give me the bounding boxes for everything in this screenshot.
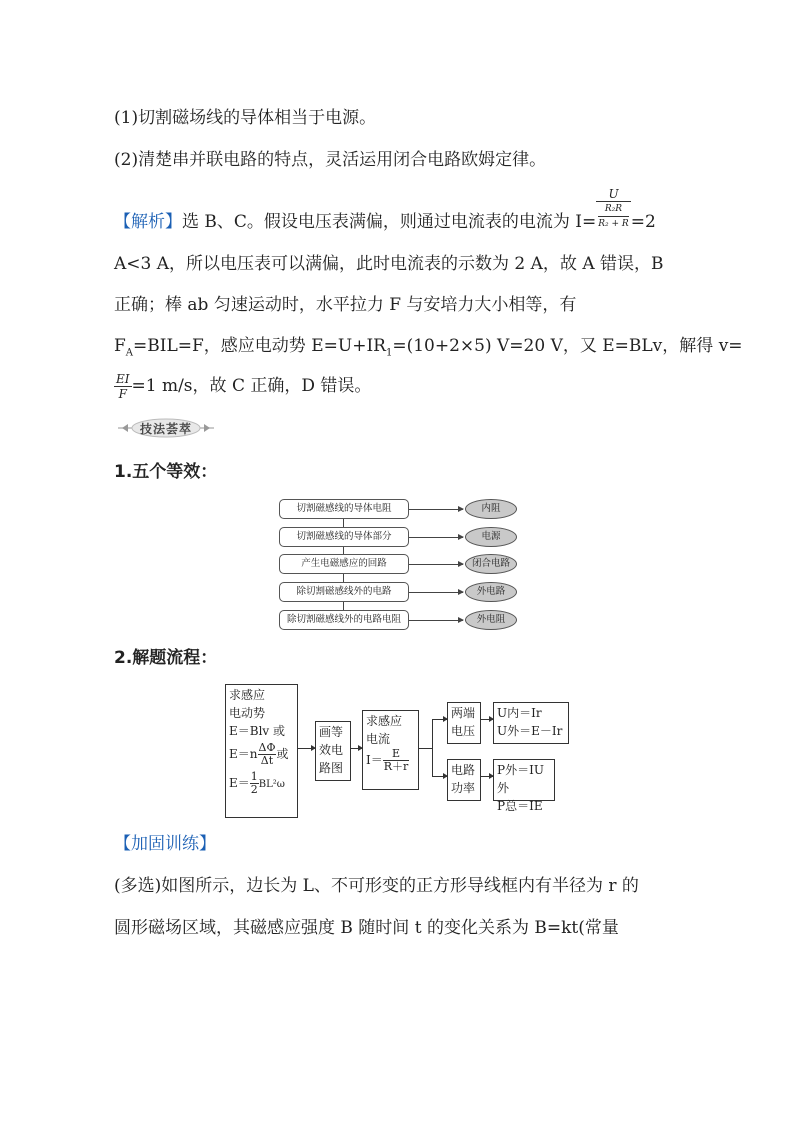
- voltage-box: [447, 702, 481, 744]
- emf-title-1: 求感应: [229, 688, 266, 702]
- connector: [343, 547, 344, 554]
- training-line-1: (多选)如图所示，边长为 L、不可形变的正方形导线框内有半径为 r 的: [114, 876, 639, 896]
- current-box: [362, 710, 419, 790]
- training-tag: 【加固训练】: [114, 834, 216, 854]
- connector: [419, 748, 433, 749]
- equiv-oval-1: 内阻: [465, 499, 517, 519]
- emf-f2-frac: [258, 742, 277, 767]
- cur-den: R＋r: [383, 760, 409, 773]
- vel-den: F: [118, 387, 127, 401]
- current-formula: [366, 748, 415, 773]
- p-outer: P外＝IU外: [497, 763, 544, 795]
- arrow: [409, 620, 463, 621]
- connector: [343, 574, 344, 582]
- voltage-formulas-box: [493, 702, 569, 744]
- emf-f3-pre: E＝: [229, 776, 250, 790]
- velocity-fraction: [114, 372, 132, 401]
- power-formulas-box: [493, 759, 555, 813]
- power-title-2: 功率: [451, 781, 476, 795]
- arrow: [409, 564, 463, 565]
- analysis-text-5b: =1 m/s，故 C 正确，D 错误。: [131, 376, 372, 396]
- technique-badge: [116, 418, 216, 438]
- arrow: [432, 776, 447, 777]
- section-2-title: 2.解题流程：: [114, 648, 218, 668]
- arrow: [432, 719, 447, 720]
- analysis-line-5: [114, 372, 371, 401]
- solution-flow-diagram: [225, 684, 575, 820]
- emf-f2-pre: E＝n: [229, 747, 258, 761]
- cur-num: E: [383, 748, 410, 761]
- vel-num: EI: [116, 372, 130, 386]
- analysis-line-4: [114, 334, 743, 365]
- voltage-title-1: 两端: [451, 706, 476, 720]
- arrow: [409, 592, 463, 593]
- connector: [343, 519, 344, 527]
- r1-sub: 1: [385, 347, 393, 359]
- draw-line-2: 效电: [319, 743, 344, 757]
- arrow: [481, 776, 493, 777]
- analysis-line-2: A<3 A，所以电压表可以满偏，此时电流表的示数为 2 A，故 A 错误，B: [114, 254, 664, 274]
- frac-den: [596, 202, 630, 231]
- frac-den-top: R₂R: [598, 202, 628, 217]
- emf-f2-post: 或: [276, 747, 289, 761]
- analysis-text-4b: =BIL=F，感应电动势 E=U+IR: [133, 336, 386, 356]
- equiv-oval-2: 电源: [465, 527, 517, 547]
- connector: [432, 719, 433, 776]
- equiv-box-2: 切割磁感线的导体部分: [279, 527, 409, 547]
- current-fraction: [596, 187, 630, 231]
- equiv-box-5: 除切割磁感线外的电路电阻: [279, 610, 409, 630]
- voltage-title-2: 电压: [451, 724, 476, 738]
- equiv-box-1: 切割磁感线的导体电阻: [279, 499, 409, 519]
- fa-sub: A: [125, 347, 134, 359]
- arrow: [298, 748, 315, 749]
- emf-f3-post: BL²ω: [258, 779, 285, 790]
- emf-box: [225, 684, 298, 818]
- power-box: [447, 759, 481, 801]
- emf-formula-1: E＝Blv 或: [229, 724, 286, 738]
- emf-f2-num: ΔΦ: [258, 741, 276, 754]
- arrow: [409, 537, 463, 538]
- u-inner: U内＝Ir: [497, 706, 542, 720]
- frac-den-bot: R₂ + R: [598, 218, 629, 229]
- current-title-1: 求感应: [366, 714, 403, 728]
- emf-formula-2: [229, 742, 294, 767]
- emf-title-2: 电动势: [229, 706, 266, 720]
- badge-text: 技法荟萃: [139, 422, 192, 436]
- fa-symbol: F: [114, 336, 126, 356]
- emf-f2-den: Δt: [260, 754, 274, 767]
- connector: [343, 602, 344, 610]
- draw-line-1: 画等: [319, 725, 344, 739]
- equiv-oval-3: 闭合电路: [465, 554, 517, 574]
- equiv-oval-5: 外电阻: [465, 610, 517, 630]
- draw-line-3: 路图: [319, 761, 344, 775]
- draw-box: [315, 721, 351, 781]
- emf-formula-3: [229, 771, 294, 796]
- equiv-box-3: 产生电磁感应的回路: [279, 554, 409, 574]
- u-outer: U外＝E－Ir: [497, 724, 563, 738]
- cur-pre: I＝: [366, 753, 383, 767]
- analysis-text-4c: =(10+2×5) V=20 V，又 E=BLv，解得 v=: [392, 336, 743, 356]
- training-line-2: 圆形磁场区域，其磁感应强度 B 随时间 t 的变化关系为 B=kt(常量: [114, 918, 619, 938]
- tip-2: (2)清楚串并联电路的特点，灵活运用闭合电路欧姆定律。: [114, 150, 547, 170]
- analysis-text-1b: =2: [630, 212, 656, 232]
- section-1-title: 1.五个等效：: [114, 462, 218, 482]
- arrow: [351, 748, 362, 749]
- cur-frac: [383, 748, 410, 773]
- arrow: [409, 509, 463, 510]
- tip-1: (1)切割磁场线的导体相当于电源。: [114, 108, 377, 128]
- analysis-text-1a: 选 B、C。假设电压表满偏，则通过电流表的电流为 I=: [182, 212, 597, 232]
- equiv-box-4: 除切割磁感线外的电路: [279, 582, 409, 602]
- arrow: [481, 719, 493, 720]
- frac-num: U: [596, 187, 630, 202]
- power-title-1: 电路: [451, 763, 476, 777]
- current-title-2: 电流: [366, 732, 391, 746]
- analysis-line-3: 正确；棒 ab 匀速运动时，水平拉力 F 与安培力大小相等，有: [114, 295, 577, 315]
- equivalence-diagram: [279, 498, 519, 633]
- p-total: P总＝IE: [497, 799, 543, 813]
- analysis-tag: 【解析】: [114, 212, 182, 232]
- analysis-line-1: [114, 186, 656, 234]
- equiv-oval-4: 外电路: [465, 582, 517, 602]
- emf-f3-num: 1: [250, 770, 258, 783]
- emf-f3-den: 2: [250, 783, 258, 796]
- emf-f3-frac: [250, 771, 259, 796]
